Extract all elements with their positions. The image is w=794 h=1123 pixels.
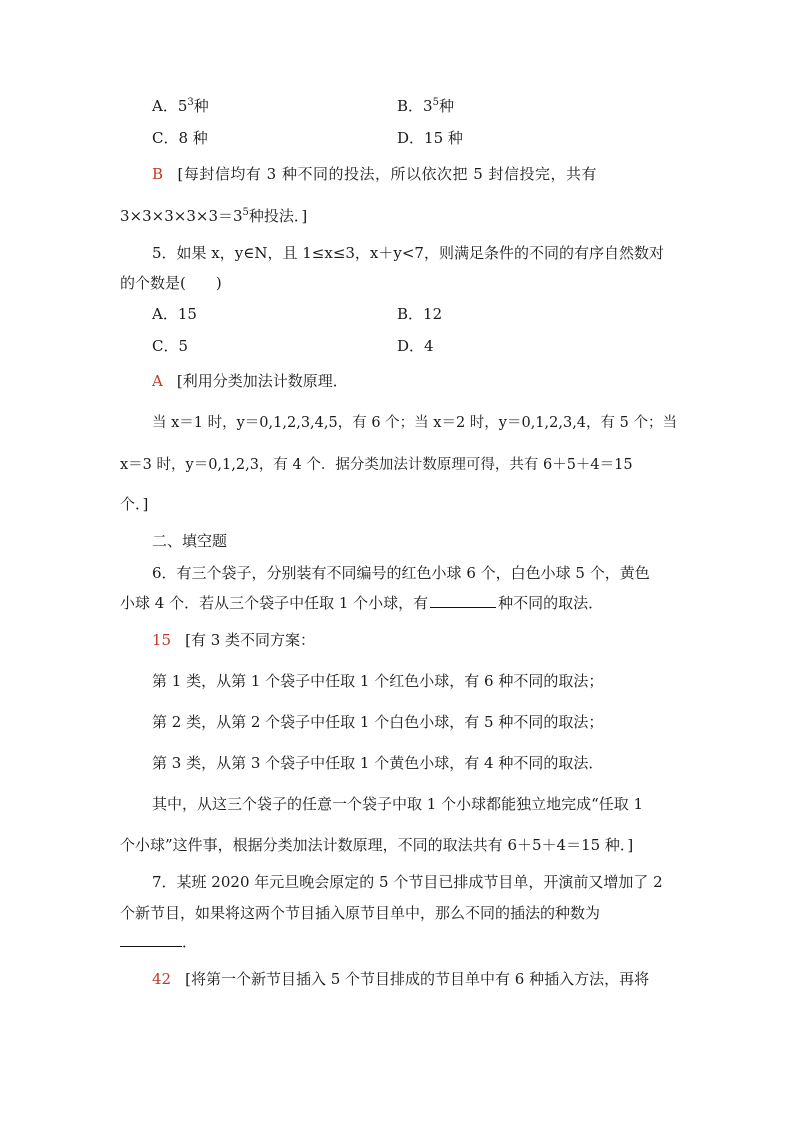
q5-option-d: D．4 [397,337,434,355]
q6-explanation-1: [有 3 类不同方案： [185,631,316,649]
q6-explanation-2: 第 1 类，从第 1 个袋子中任取 1 个红色小球，有 6 种不同的取法； [152,672,604,690]
q4-explanation-2-end: 种投法．] [248,207,308,225]
section-title: 二、填空题 [152,532,228,550]
q6-explanation-6: 个小球”这件事，根据分类加法计数原理，不同的取法共有 6＋5＋4＝15 种．] [120,836,634,854]
q4-option-a-text: A．5 [152,97,188,115]
q6-answer-blank [430,593,496,608]
q7-stem-1: 7．某班 2020 年元旦晚会原定的 5 个节目已排成节目单，开演前又增加了 2 [152,873,663,891]
q5-answer-line [152,371,348,391]
q6-stem-2-text: 小球 4 个．若从三个袋子中任取 1 个小球，有 [120,594,429,612]
q5-option-c: C．5 [152,337,189,355]
q5-stem-1: 5．如果 x，y∈N，且 1≤x≤3，x＋y<7，则满足条件的不同的有序自然数对 [152,244,664,262]
q4-explanation-2-text: 3×3×3×3×3＝3 [120,207,243,225]
q4-option-a-unit: 种 [193,97,209,115]
q5-explanation-3: x＝3 时，y＝0,1,2,3，有 4 个．据分类加法计数原理可得，共有 6＋5＋4＝15 [120,457,633,473]
q6-stem-1: 6．有三个袋子，分别装有不同编号的红色小球 6 个，白色小球 5 个，黄色 [152,564,650,582]
q4-explanation-1: [每封信均有 3 种不同的投法，所以依次把 5 封信投完，共有 [177,165,598,183]
q5-answer-letter: A [152,372,163,390]
q7-explanation-1: [将第一个新节目插入 5 个节目排成的节目单中有 6 种插入方法，再将 [185,970,650,988]
q6-stem-2-end: 种不同的取法． [498,594,604,612]
q4-explanation-2-exponent: 5 [242,207,249,218]
q5-option-b: B．12 [397,305,443,323]
q6-answer-line [152,630,315,650]
q7-answer-blank [120,932,182,947]
q7-answer-value: 42 [152,970,172,988]
q6-answer-value: 15 [152,631,172,649]
q6-explanation-4: 第 3 类，从第 3 个袋子中任取 1 个黄色小球，有 4 种不同的取法． [152,754,604,772]
q6-explanation-5: 其中，从这三个袋子的任意一个袋子中取 1 个小球都能独立地完成“任取 1 [152,795,644,813]
q7-answer-line [152,969,649,989]
q4-option-b-unit: 种 [438,97,454,115]
q7-stem-3 [120,932,197,952]
q5-explanation-2: 当 x＝1 时，y＝0,1,2,3,4,5，有 6 个；当 x＝2 时，y＝0,1,2,3,4，有 5 个；当 [152,415,677,431]
q4-explanation-2 [120,206,307,226]
q4-option-b-exponent: 5 [432,97,439,108]
q6-explanation-3: 第 2 类，从第 2 个袋子中任取 1 个白色小球，有 5 种不同的取法； [152,713,604,731]
q4-answer-letter: B [152,165,164,183]
q4-option-b-text: B．3 [397,97,433,115]
q5-explanation-4: 个．] [120,495,149,513]
q5-stem-2: 的个数是( ) [120,274,222,292]
q5-option-a: A．15 [152,305,197,323]
q4-option-c: C．8 种 [152,129,208,147]
q7-stem-2: 个新节目，如果将这两个节目插入原节目单中，那么不同的插法的种数为 [120,904,601,922]
q4-option-d: D．15 种 [397,129,463,147]
q6-stem-2 [120,593,603,613]
q7-stem-3-end: ． [182,933,198,951]
q4-answer-line [152,164,597,184]
q4-option-a-exponent: 3 [187,97,194,108]
q5-explanation-1: [利用分类加法计数原理． [176,372,348,390]
q4-option-b [397,96,454,116]
q4-option-a [152,96,209,116]
